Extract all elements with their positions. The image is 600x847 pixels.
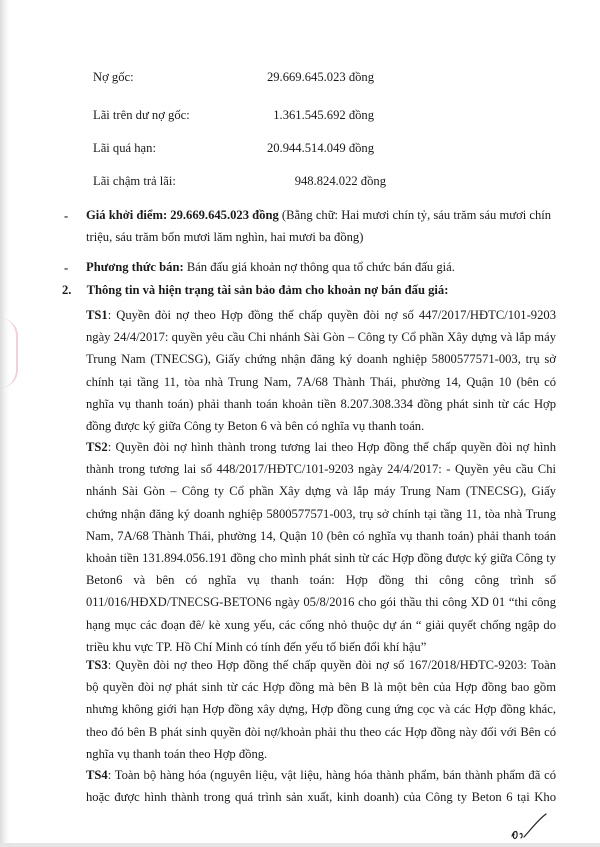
ts2-line: nhánh Sài Gòn – Công ty Cổ phần Xây dựng và lắp máy Trung Nam (TNECSG), Giấy	[86, 484, 556, 499]
stamp-fragment	[0, 318, 18, 388]
ts1-line: : Quyền đòi nợ theo Hợp đồng thế chấp quyền đòi nợ số 447/2017/HĐTC/101-9203	[107, 308, 556, 322]
ts1-line: nghĩa vụ thanh toán) phải thanh toán khoản tiền 8.207.308.334 đồng phát sinh từ các Hợp	[86, 396, 556, 411]
debt-late-interest-label: Lãi chậm trả lãi:	[93, 174, 176, 188]
debt-overdue-interest-label: Lãi quá hạn:	[93, 141, 156, 155]
bullet-dash: -	[64, 209, 69, 223]
ts3-paragraph	[86, 654, 556, 765]
start-price-words-1: (Bằng chữ: Hai mươi chín tỷ, sáu trăm sáu mươi chín	[278, 208, 552, 222]
ts2-paragraph	[86, 436, 556, 658]
scan-shadow-edge	[0, 0, 10, 847]
section-heading	[62, 283, 448, 298]
bullet-dash: -	[64, 261, 69, 275]
ts2-line: khoản tiền 131.894.056.191 đồng cho mình phát sinh từ các Hợp đồng được ký giữa Công ty	[86, 550, 556, 565]
ts2-line: triều khu vực TP. Hồ Chí Minh có tính đến yếu tố biến đổi khí hậu”	[86, 639, 427, 654]
sale-method-text: Bán đấu giá khoản nợ thông qua tổ chức bán đấu giá.	[183, 260, 455, 274]
ts4-line: : Toàn bộ hàng hóa (nguyên liệu, vật liệu, hàng hóa thành phẩm, bán thành phẩm đã có	[107, 768, 556, 782]
start-price-words-2: triệu, sáu trăm bốn mươi lăm nghìn, hai mươi ba đồng)	[86, 230, 364, 244]
ts2-line: 011/016/HĐXD/TNECSG-BETON6 ngày 05/8/2016 cho gói thầu thi công XD 01 “thi công	[86, 595, 556, 610]
start-price-label: Giá khởi điểm: 29.669.645.023 đồng	[86, 208, 279, 222]
ts1-line: Trung Nam (TNECSG), Giấy chứng nhận đăng ký doanh nghiệp 5800577571-003, trụ sở	[86, 352, 556, 367]
debt-principal-label: Nợ gốc:	[93, 70, 134, 84]
ts2-line: chứng nhận đăng ký doanh nghiệp 5800577571-003, trụ sở chính tại tầng 11, tòa nhà Trung	[86, 506, 556, 521]
ts1-line: chính tại tầng 11, tòa nhà Trung Nam, 7A/68 Thành Thái, phường 14, Quận 10 (bên có	[86, 374, 556, 389]
debt-late-interest-value: 948.824.022 đồng	[294, 174, 386, 188]
ts2-line: thành trong tương lai số 448/2017/HĐTC/101-9203 ngày 24/4/2017: - Quyền yêu cầu Chi	[86, 462, 556, 477]
ts3-line: nhưng không giới hạn Hợp đồng xây dựng, Hợp đồng cung ứng cọc và các Hợp đồng khác,	[86, 702, 556, 717]
ts1-line: ngày 24/4/2017: quyền yêu cầu Chi nhánh Sài Gòn – Công ty Cổ phần Xây dựng và lắp máy	[86, 330, 556, 345]
ts4-line: hoặc được hình thành trong quá trình sản xuất, kinh doanh) của Công ty Beton 6 tại Kho	[86, 790, 556, 805]
ts2-line: Nam, 7A/68 Thành Thái, phường 14, Quận 10 (bên có nghĩa vụ thanh toán) phải thanh toán	[86, 528, 556, 543]
section-title: Thông tin và hiện trạng tài sản bảo đảm cho khoản nợ bán đấu giá:	[86, 283, 449, 297]
debt-overdue-interest-value: 20.944.514.049 đồng	[266, 141, 374, 155]
sale-method-line	[86, 257, 455, 278]
ts3-line: bộ quyền đòi nợ phát sinh từ các Hợp đồng mà bên B là một bên của Hợp đồng bao gồm	[86, 680, 556, 695]
ts3-code: TS3	[86, 658, 108, 672]
ts3-line: theo đó bên B phát sinh quyền đòi nợ/khoản phải thu theo các Hợp đồng này đối với Bên có	[86, 724, 556, 739]
ts4-paragraph	[86, 764, 556, 808]
ts2-code: TS2	[86, 440, 108, 454]
ts2-line: hạng mục các đoạn đê/ kè xung yếu, các cống nhỏ thuộc dự án “ giải quyết chống ngập do	[86, 617, 556, 632]
ts1-line: đồng được ký giữa Công ty Beton 6 và bên có nghĩa vụ thanh toán.	[86, 418, 425, 433]
signature-initials	[508, 812, 548, 842]
ts2-line: Beton6 và bên có nghĩa vụ thanh toán: Hợp đồng thi công công trình số	[86, 573, 556, 588]
ts3-line: nghĩa vụ thanh toán theo Hợp đồng.	[86, 746, 268, 761]
ts1-code: TS1	[86, 308, 108, 322]
debt-interest-label: Lãi trên dư nợ gốc:	[93, 108, 190, 122]
debt-interest-value: 1.361.545.692 đồng	[273, 108, 374, 122]
ts1-paragraph	[86, 304, 556, 437]
start-price-line	[86, 205, 551, 226]
sale-method-label: Phương thức bán:	[86, 260, 184, 274]
ts2-line: : Quyền đòi nợ hình thành trong tương lai theo Hợp đồng thế chấp quyền đòi nợ hình	[107, 440, 556, 454]
scan-bottom-edge	[0, 843, 600, 847]
section-number: 2.	[62, 283, 72, 297]
ts3-line: : Quyền đòi nợ theo Hợp đồng thế chấp quyền đòi nợ số 167/2018/HĐTC-9203: Toàn	[107, 658, 556, 672]
debt-principal-value: 29.669.645.023 đồng	[266, 70, 374, 84]
ts4-code: TS4	[86, 768, 108, 782]
